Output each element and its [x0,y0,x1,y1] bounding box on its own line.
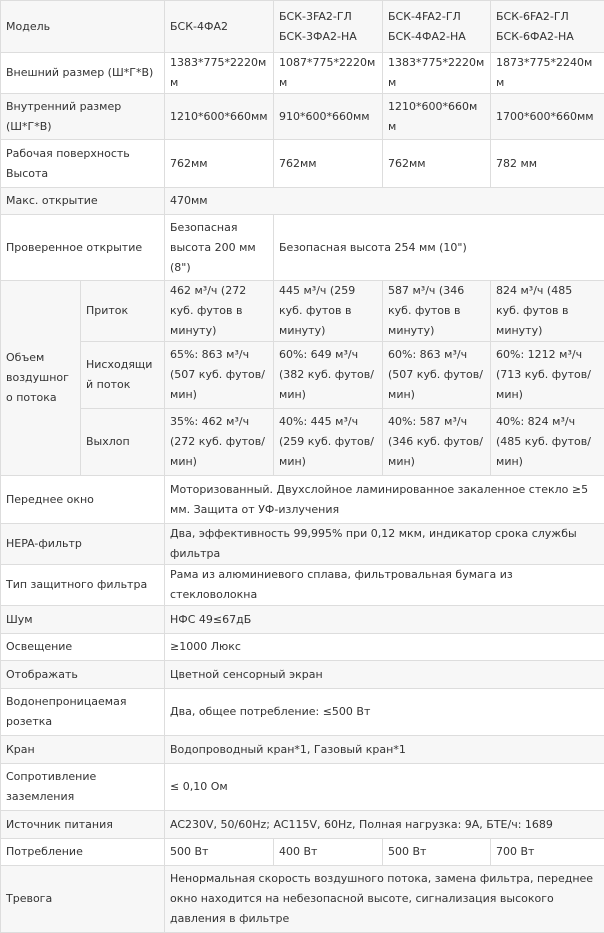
value-cell: Безопасная высота 200 мм (8") [165,215,274,281]
row-front-window [1,476,604,524]
value-cell: 65%: 863 м³/ч (507 куб. футов/мин) [165,342,274,409]
row-label: Переднее окно [1,476,165,524]
value-cell: Моторизованный. Двухслойное ламинированное закаленное стекло ≥5 мм. Защита от УФ-излучения [165,476,604,524]
model-cell-3 [383,1,491,53]
value-cell: 462 м³/ч (272 куб. футов в минуту) [165,281,274,342]
row-tested-opening [1,215,604,281]
value-cell: 910*600*660мм [274,94,383,140]
model-line: БСК-6FA2-ГЛ [496,10,569,23]
value-cell: Ненормальная скорость воздушного потока, замена фильтра, переднее окно находится на небезопасной высоте, сигнализация высокого давления в фильтре [165,866,604,933]
row-label: Тревога [1,866,165,933]
row-display [1,661,604,689]
row-airflow-exhaust [1,409,604,476]
value-cell: 1383*775*2220мм [165,53,274,94]
row-label: Макс. открытие [1,188,165,215]
value-cell: 762мм [274,140,383,188]
model-line: БСК-4ФА2-НА [388,30,466,43]
value-cell: 60%: 863 м³/ч (507 куб. футов/мин) [383,342,491,409]
value-cell: 762мм [383,140,491,188]
value-cell: 445 м³/ч (259 куб. футов в минуту) [274,281,383,342]
row-noise [1,606,604,634]
model-line: БСК-6ФА2-НА [496,30,574,43]
value-cell: НФС 49≤67дБ [165,606,604,634]
value-cell: 587 м³/ч (346 куб. футов в минуту) [383,281,491,342]
row-airflow-inflow [1,281,604,342]
row-label: Шум [1,606,165,634]
row-label: Сопротивление заземления [1,764,165,811]
value-cell: 40%: 824 м³/ч (485 куб. футов/мин) [491,409,604,476]
row-label: Внешний размер (Ш*Г*В) [1,53,165,94]
sub-label: Выхлоп [81,409,165,476]
sub-label: Нисходящий поток [81,342,165,409]
model-cell-2 [274,1,383,53]
row-consumption [1,839,604,866]
value-cell: 1087*775*2220мм [274,53,383,94]
row-socket [1,689,604,736]
row-lighting [1,634,604,661]
value-cell: Два, эффективность 99,995% при 0,12 мкм, индикатор срока службы фильтра [165,524,604,565]
value-cell: Два, общее потребление: ≤500 Вт [165,689,604,736]
row-label: Потребление [1,839,165,866]
value-cell: Цветной сенсорный экран [165,661,604,689]
row-hepa [1,524,604,565]
value-cell: 1700*600*660мм [491,94,604,140]
row-power-source [1,811,604,839]
value-cell: 762мм [165,140,274,188]
model-line: БСК-3FA2-ГЛ [279,10,352,23]
value-cell: Безопасная высота 254 мм (10") [274,215,604,281]
value-cell: 1383*775*2220мм [383,53,491,94]
row-label: Кран [1,736,165,764]
value-cell: 60%: 649 м³/ч (382 куб. футов/мин) [274,342,383,409]
row-work-surface [1,140,604,188]
value-cell: 500 Вт [165,839,274,866]
sub-label: Приток [81,281,165,342]
value-cell: 470мм [165,188,604,215]
value-cell: 500 Вт [383,839,491,866]
value-cell: 60%: 1212 м³/ч (713 куб. футов/мин) [491,342,604,409]
value-cell: 400 Вт [274,839,383,866]
value-cell: 1210*600*660мм [383,94,491,140]
row-label: HEPA-фильтр [1,524,165,565]
row-label: Проверенное открытие [1,215,165,281]
row-filter-type [1,565,604,606]
value-cell: 824 м³/ч (485 куб. футов в минуту) [491,281,604,342]
row-tap [1,736,604,764]
model-cell-1: БСК-4ФА2 [165,1,274,53]
row-label: Источник питания [1,811,165,839]
row-grounding [1,764,604,811]
value-cell: 40%: 587 м³/ч (346 куб. футов/мин) [383,409,491,476]
row-label: Водонепроницаемая розетка [1,689,165,736]
value-cell: 40%: 445 м³/ч (259 куб. футов/мин) [274,409,383,476]
row-internal-size [1,94,604,140]
model-line: БСК-3ФА2-НА [279,30,357,43]
row-external-size [1,53,604,94]
row-label: Внутренний размер (Ш*Г*В) [1,94,165,140]
row-label: Рабочая поверхность Высота [1,140,165,188]
model-cell-4 [491,1,604,53]
row-model [1,1,604,53]
row-label: Тип защитного фильтра [1,565,165,606]
row-label: Модель [1,1,165,53]
row-max-opening [1,188,604,215]
row-label: Объем воздушного потока [1,281,81,476]
row-label: Освещение [1,634,165,661]
value-cell: ≥1000 Люкс [165,634,604,661]
value-cell: 35%: 462 м³/ч (272 куб. футов/мин) [165,409,274,476]
value-cell: 782 мм [491,140,604,188]
value-cell: 1210*600*660мм [165,94,274,140]
model-line: БСК-4FA2-ГЛ [388,10,461,23]
value-cell: 1873*775*2240мм [491,53,604,94]
row-label: Отображать [1,661,165,689]
value-cell: AC230V, 50/60Hz; AC115V, 60Hz, Полная нагрузка: 9А, БТЕ/ч: 1689 [165,811,604,839]
row-airflow-downflow [1,342,604,409]
value-cell: 700 Вт [491,839,604,866]
value-cell: Водопроводный кран*1, Газовый кран*1 [165,736,604,764]
value-cell: ≤ 0,10 Ом [165,764,604,811]
row-alarm [1,866,604,933]
value-cell: Рама из алюминиевого сплава, фильтровальная бумага из стекловолокна [165,565,604,606]
